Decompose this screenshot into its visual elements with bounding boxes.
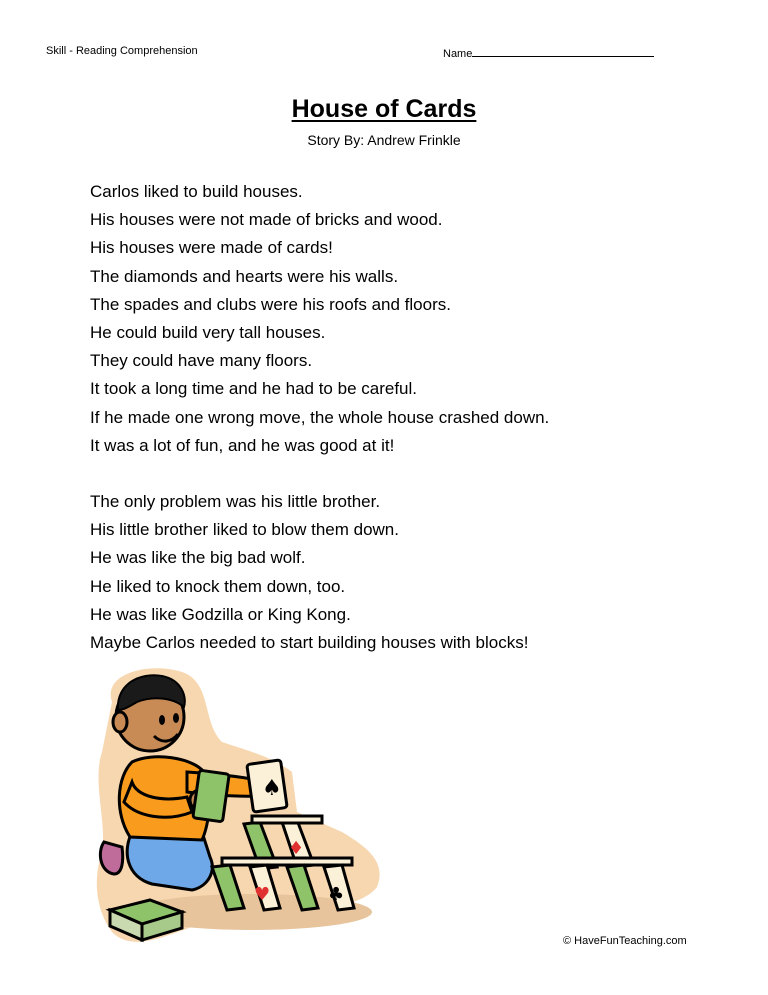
story-line: They could have many floors. xyxy=(90,351,313,371)
svg-text:♥: ♥ xyxy=(254,884,271,905)
story-line: The spades and clubs were his roofs and floors. xyxy=(90,294,451,314)
story-line: He liked to knock them down, too. xyxy=(90,576,346,596)
story-line: If he made one wrong move, the whole house crashed down. xyxy=(90,407,550,427)
story-line: It took a long time and he had to be careful. xyxy=(90,379,417,399)
svg-text:♦: ♦ xyxy=(288,838,305,859)
story-line: He was like the big bad wolf. xyxy=(90,548,306,568)
boy-building-card-house-icon xyxy=(92,662,392,952)
name-blank-line xyxy=(472,45,654,57)
story-line: The diamonds and hearts were his walls. xyxy=(90,266,399,286)
story-line: Maybe Carlos needed to start building houses with blocks! xyxy=(90,633,529,653)
paragraph-gap xyxy=(90,460,730,488)
skill-label: Skill - Reading Comprehension xyxy=(46,45,198,57)
story-line: It was a lot of fun, and he was good at it! xyxy=(90,435,395,455)
name-field xyxy=(443,45,654,60)
page-title: House of Cards xyxy=(291,95,477,123)
story-line: The only problem was his little brother. xyxy=(90,492,381,512)
story-line: He could build very tall houses. xyxy=(90,323,326,343)
svg-text:♣: ♣ xyxy=(328,884,345,905)
story-line: His little brother liked to blow them down. xyxy=(90,520,399,540)
svg-text:♠: ♠ xyxy=(262,776,282,801)
story-line: Carlos liked to build houses. xyxy=(90,182,303,201)
worksheet-header xyxy=(0,45,768,61)
story-line: His houses were made of cards! xyxy=(90,238,333,258)
name-label: Name xyxy=(443,48,473,60)
story-text xyxy=(90,178,730,657)
story-byline: Story By: Andrew Frinkle xyxy=(307,132,461,148)
story-line: He was like Godzilla or King Kong. xyxy=(90,604,351,624)
copyright-footer: © HaveFunTeaching.com xyxy=(563,935,687,947)
story-line: His houses were not made of bricks and wood. xyxy=(90,210,443,230)
